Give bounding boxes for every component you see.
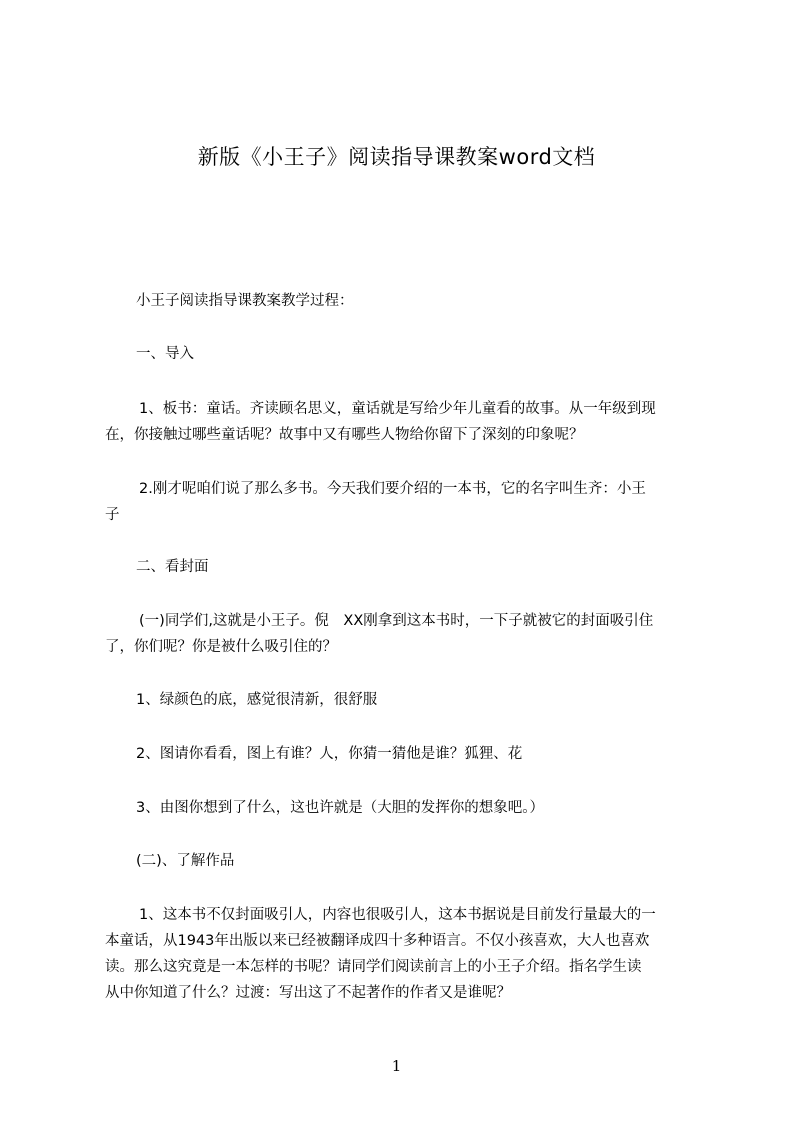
paragraph-intro-1 — [105, 396, 710, 448]
paragraph-line: 3、由图你想到了什么，这也许就是（大胆的发挥你的想象吧。） — [136, 800, 544, 816]
paragraph-intro-2 — [105, 476, 710, 528]
paragraph-line: 一、导入 — [136, 346, 194, 362]
paragraph-line: 小王子阅读指导课教案教学过程： — [136, 293, 354, 309]
paragraph-line: 2.刚才呢咱们说了那么多书。今天我们要介绍的一本书，它的名字叫生齐：小王 — [139, 481, 646, 497]
paragraph-line: 1、板书：童话。齐读顾名思义，童话就是写给少年儿童看的故事。从一年级到现 — [139, 401, 656, 417]
section-heading-cover — [105, 554, 710, 580]
paragraph-line: 了，你们呢？你是被什么吸引住的？ — [105, 639, 337, 655]
document-title: 新版《小王子》阅读指导课教案word文档 — [197, 145, 596, 169]
paragraph-line: 2、图请你看看，图上有谁？人，你猜一猜他是谁？狐狸、花 — [136, 746, 523, 762]
page-number: 1 — [391, 1057, 402, 1075]
paragraph-line: 1、绿颜色的底，感觉很清新，很舒服 — [136, 692, 378, 708]
paragraph-line: 读。那么这究竟是一本怎样的书呢？请同学们阅读前言上的小王子介绍。指名学生读 — [105, 959, 642, 975]
paragraph-process-heading — [105, 288, 710, 314]
paragraph-work-1 — [105, 902, 710, 1006]
paragraph-line: 从中你知道了什么？过渡：写出这了不起著作的作者又是谁呢？ — [105, 985, 511, 1001]
paragraph-line: 1、这本书不仅封面吸引人，内容也很吸引人，这本书据说是目前发行量最大的一 — [139, 907, 656, 923]
paragraph-cover-1 — [105, 608, 710, 660]
paragraph-cover-item-1 — [105, 687, 710, 713]
paragraph-line: 二、看封面 — [136, 559, 209, 575]
section-heading-work — [105, 848, 710, 874]
paragraph-line: (一)同学们,这就是小王子。倪 XX刚拿到这本书时，一下子就被它的封面吸引住 — [139, 613, 654, 629]
paragraph-line: 子 — [105, 507, 120, 523]
paragraph-cover-item-3 — [105, 795, 710, 821]
paragraph-cover-item-2 — [105, 741, 710, 767]
paragraph-line: (二)、了解作品 — [136, 853, 235, 869]
paragraph-line: 本童话，从1943年出版以来已经被翻译成四十多种语言。不仅小孩喜欢，大人也喜欢 — [105, 933, 650, 949]
section-heading-intro — [105, 341, 710, 367]
paragraph-line: 在，你接触过哪些童话呢？故事中又有哪些人物给你留下了深刻的印象呢？ — [105, 427, 584, 443]
